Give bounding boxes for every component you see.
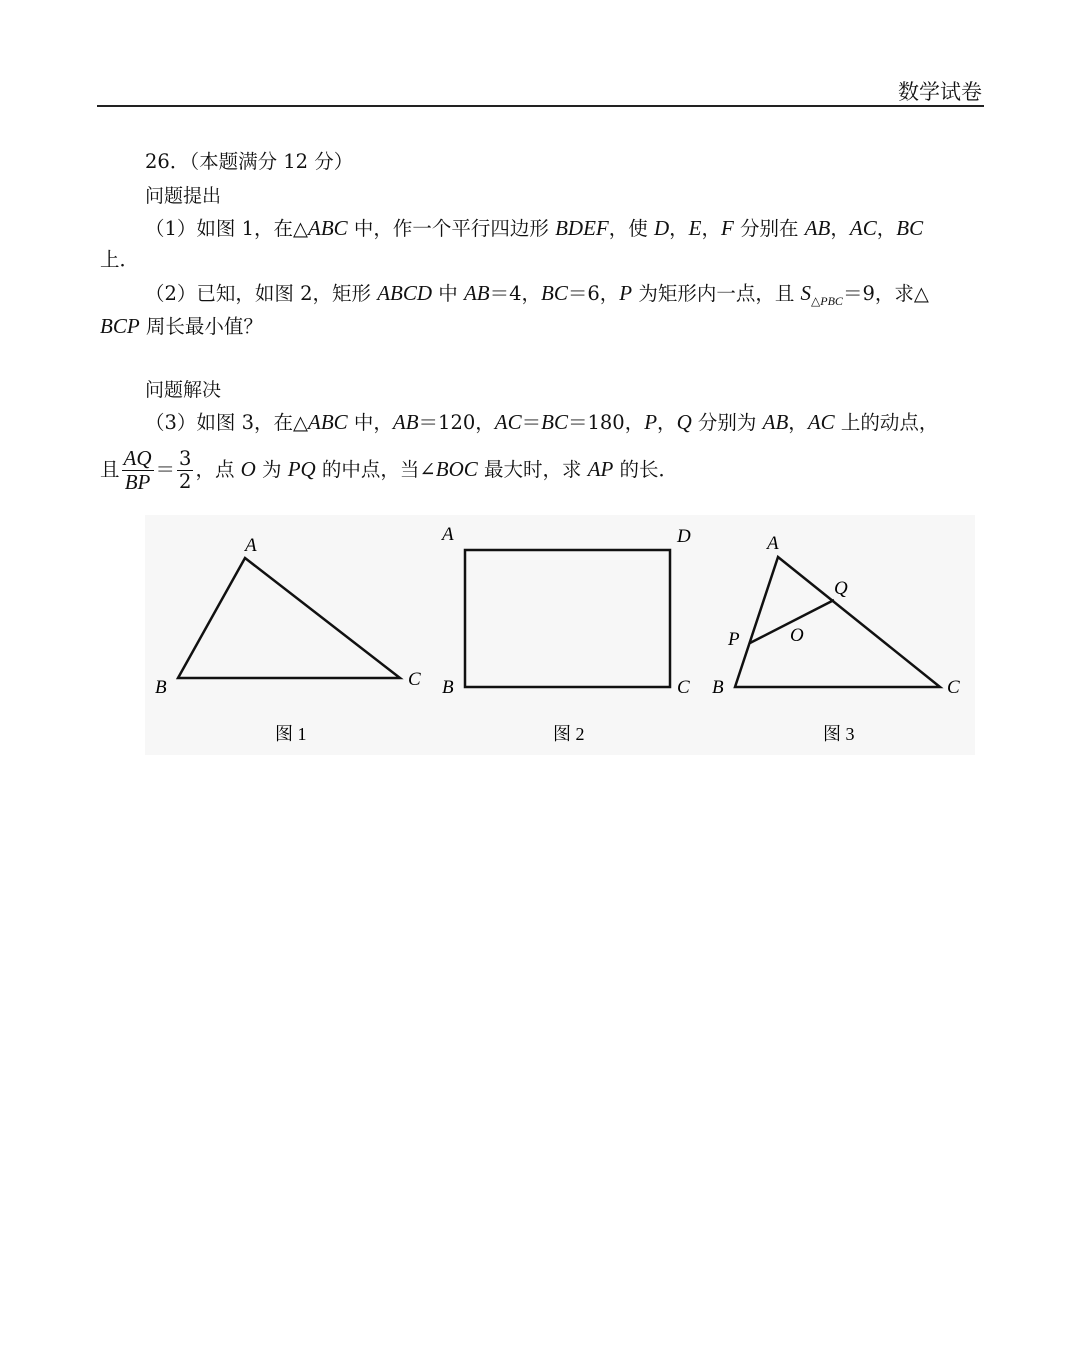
q3-var: BOC (435, 457, 478, 481)
vertex-label-a: A (767, 533, 779, 554)
figures-panel (145, 515, 975, 755)
section-title-problem-solving: 问题解决 (145, 379, 222, 401)
page-header-title: 数学试卷 (898, 80, 982, 104)
fraction-numerator: AQ (123, 446, 152, 470)
fraction-3-2 (177, 448, 193, 493)
q2-text: ＝4， (489, 282, 542, 305)
figure-3 (712, 533, 960, 744)
question-1-continued: 上． (100, 248, 140, 271)
fraction-numerator: 3 (179, 447, 192, 470)
q2-text: ＝9，求△ (842, 282, 929, 305)
q1-var: E (688, 216, 702, 240)
figure-2 (440, 524, 691, 744)
q2-text: 为矩形内一点，且 (632, 282, 801, 305)
section-title-problem-raised: 问题提出 (145, 185, 222, 207)
q3-var: O (240, 457, 256, 481)
question-2 (145, 279, 1029, 315)
point-label-p: P (728, 629, 740, 650)
q1-var: AB (804, 216, 831, 240)
figure-caption: 图 2 (553, 724, 585, 744)
triangle-abc (735, 557, 940, 687)
q2-text: 周长最小值？ (139, 315, 263, 338)
fraction-denominator: BP (124, 470, 151, 494)
q1-var: D (653, 216, 670, 240)
question-2-continued (100, 312, 984, 341)
vertex-label-b: B (442, 677, 454, 698)
vertex-label-c: C (677, 677, 690, 698)
figures-svg (145, 515, 975, 755)
header-rule (97, 105, 984, 107)
q3-var: AP (587, 457, 614, 481)
q2-var: ABCD (377, 281, 433, 305)
point-label-q: Q (834, 578, 848, 599)
figure-1 (155, 535, 421, 744)
q3-text: ， (657, 411, 677, 434)
triangle-abc (178, 558, 400, 678)
q3-text: ＝ (521, 411, 542, 434)
q3-text: ＝120， (418, 411, 495, 434)
q2-subscript: △PBC (811, 294, 843, 308)
fraction-denominator: 2 (179, 470, 192, 493)
q3-var: PQ (287, 457, 316, 481)
q3-text: ，点 (195, 458, 241, 481)
q1-var: ABC (308, 216, 348, 240)
q3-var: AC (494, 410, 522, 434)
q3-text: 最大时，求 (477, 458, 588, 481)
question-1 (145, 214, 1029, 243)
q1-text: （1）如图 1，在△ (145, 217, 309, 240)
q3-text: 中， (347, 411, 393, 434)
q3-text: 上的动点， (834, 411, 939, 434)
q3-text: ， (788, 411, 808, 434)
q2-var: AB (463, 281, 490, 305)
fraction-aq-bp (122, 447, 154, 494)
point-label-o: O (790, 625, 804, 646)
q1-var: BC (896, 216, 924, 240)
q3-text: 的中点，当∠ (315, 458, 436, 481)
q2-var: S (800, 281, 812, 305)
q2-text: ＝6， (567, 282, 620, 305)
q3-text: ＝ (155, 458, 176, 481)
vertex-label-a: A (245, 535, 257, 556)
q1-text: ， (876, 217, 897, 240)
q3-var: AB (392, 410, 419, 434)
q3-var: ABC (308, 410, 348, 434)
vertex-label-d: D (677, 526, 691, 547)
q3-text: 为 (255, 458, 288, 481)
q3-var: P (644, 410, 658, 434)
vertex-label-c: C (947, 677, 960, 698)
q1-text: 分别在 (733, 217, 805, 240)
q3-var: AB (762, 410, 789, 434)
vertex-label-b: B (155, 677, 167, 698)
q2-text: 中 (432, 282, 464, 305)
q1-var: AC (849, 216, 877, 240)
q3-text: （3）如图 3，在△ (145, 411, 309, 434)
vertex-label-c: C (408, 669, 421, 690)
vertex-label-b: B (712, 677, 724, 698)
q3-var: BC (541, 410, 568, 434)
rectangle-abcd (465, 550, 670, 687)
question-3 (145, 408, 1029, 437)
q1-text: ， (830, 217, 850, 240)
q2-var: P (619, 281, 633, 305)
q3-text: ＝180， (567, 411, 645, 434)
q1-text: ， (669, 217, 689, 240)
q3-var: Q (676, 410, 692, 434)
q1-text: ， (701, 217, 721, 240)
q3-text: 且 (100, 458, 120, 481)
figure-caption: 图 3 (823, 724, 855, 744)
vertex-label-a: A (442, 524, 454, 545)
q2-text: （2）已知，如图 2，矩形 (145, 282, 378, 305)
q3-var: AC (807, 410, 835, 434)
q3-text: 的长． (613, 458, 679, 481)
q1-var: F (720, 216, 734, 240)
question-3-continued (100, 444, 984, 495)
q2-var: BC (541, 281, 568, 305)
q2-var: BCP (100, 314, 140, 338)
figure-caption: 图 1 (275, 724, 307, 744)
q1-var: BDEF (555, 216, 609, 240)
q1-text: ，使 (608, 217, 654, 240)
problem-heading: 26．（本题满分 12 分） (145, 150, 354, 173)
q1-text: 中，作一个平行四边形 (347, 217, 556, 240)
q3-text: 分别为 (691, 411, 763, 434)
